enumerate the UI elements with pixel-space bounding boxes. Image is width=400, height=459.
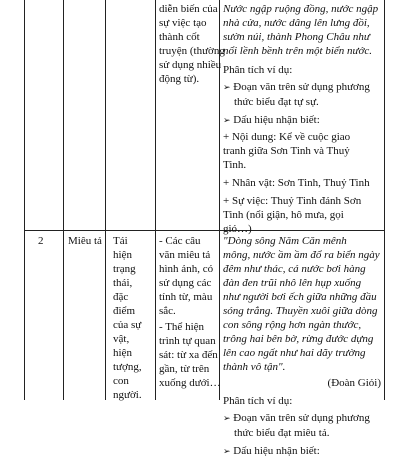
quote-line: mông, nước ầm ầm đổ ra biển ngày [223, 249, 380, 261]
quote-line: lên cao ngất như hai dãy trường [223, 347, 366, 359]
text-line: đặc [113, 291, 129, 303]
text-line: thái, [113, 277, 133, 289]
bullet-text: Đoạn văn trên sử dụng phương [233, 81, 370, 93]
bullet-line [223, 113, 381, 128]
row1-example [223, 2, 381, 236]
text-line: tranh giữa Sơn Tinh và Thuỷ [223, 145, 350, 157]
quote-line: sườn núi, thành Phong Châu như [223, 31, 370, 43]
quote-line: thành vô tận". [223, 361, 286, 373]
bullet-text: thức biểu đạt tự sự. [234, 96, 319, 108]
bullet-text: thức biểu đạt miêu tả. [234, 427, 330, 439]
text-line: điểm [113, 305, 135, 317]
arrow-bullet-icon: ➢ [223, 414, 231, 424]
text-line: người. [113, 389, 142, 401]
text-line: tính từ, màu [159, 291, 213, 303]
text-line: sát: từ xa đến [159, 349, 218, 361]
text-line: sử dụng nhiều [159, 59, 222, 71]
text-line: Tái [113, 235, 128, 247]
quote-line: Nước ngập ruộng đồng, nước ngập [223, 3, 379, 15]
quote-line: con sông rộng hơn ngàn thước, [223, 319, 362, 331]
bullet-text: Đoạn văn trên sử dụng phương [233, 412, 370, 424]
example-label: Phân tích ví dụ: [223, 64, 293, 76]
row2-characteristic [113, 234, 153, 402]
text-line: truyện (thường [159, 45, 225, 57]
text-line: - Các câu [159, 235, 201, 247]
quote-line: nhà cửa, nước dâng lên lưng đồi, [223, 17, 370, 29]
bullet-line [223, 80, 381, 95]
row2-description [159, 234, 221, 390]
text-line: thành cốt [159, 31, 200, 43]
text-line: + Sự việc: Thuỷ Tinh đánh Sơn [223, 195, 362, 207]
text-line: Tinh. [223, 159, 247, 171]
text-line: con [113, 375, 129, 387]
bullet-line [223, 95, 381, 109]
row2-example [223, 234, 381, 459]
text-line: gần, từ trên [159, 363, 210, 375]
text-line: sắc. [159, 305, 176, 317]
column-divider-3 [155, 0, 156, 400]
example-quote [223, 234, 381, 374]
bullet-line [223, 426, 381, 440]
row-number: 2 [38, 235, 44, 247]
text-line: hiện [113, 249, 132, 261]
text-line: trình tự quan [159, 335, 216, 347]
table-border-left [24, 0, 25, 400]
text-line: diễn biến của [159, 3, 218, 15]
text-line: sự việc tạo [159, 17, 207, 29]
expression-type: Miêu tả [68, 235, 102, 247]
bullet-text: Dấu hiệu nhận biết: [233, 445, 320, 457]
text-line: hiện [113, 347, 132, 359]
column-divider-2 [105, 0, 106, 400]
arrow-bullet-icon: ➢ [223, 83, 231, 93]
text-line: + Nội dung: Kể về cuộc giao [223, 131, 351, 143]
text-line: xuống dưới… [159, 377, 221, 389]
quote-line: sóng trắng. Thuyền xuôi giữa dòng [223, 305, 378, 317]
bullet-line [223, 444, 381, 459]
text-line: của sự [113, 319, 142, 331]
arrow-bullet-icon: ➢ [223, 447, 231, 457]
table-border-right [384, 0, 385, 400]
text-line: vật, [113, 333, 130, 345]
text-line: sử dụng các [159, 277, 212, 289]
text-line: văn miêu tả [159, 249, 211, 261]
text-line: động từ). [159, 73, 200, 85]
text-line: tượng, [113, 361, 142, 373]
text-line: + Nhân vật: Sơn Tinh, Thuỷ Tinh [223, 177, 370, 189]
text-line: trạng [113, 263, 136, 275]
quote-line: như người bơi ếch giữa những đầu [223, 291, 377, 303]
text-line: hình ảnh, có [159, 263, 214, 275]
quote-line: "Dòng sông Năm Căn mênh [223, 235, 347, 247]
quote-line: nổi lềnh bềnh trên một biển nước. [223, 45, 373, 57]
column-divider-1 [63, 0, 64, 400]
text-line: gió…) [223, 223, 252, 235]
bullet-line [223, 411, 381, 426]
example-quote [223, 2, 381, 58]
bullet-text: Dấu hiệu nhận biết: [233, 114, 320, 126]
text-line: - Thể hiện [159, 321, 205, 333]
arrow-bullet-icon: ➢ [223, 116, 231, 126]
quote-line: trông hai bên bờ, rừng đước dựng [223, 333, 374, 345]
quote-line: đêm như thác, cá nước bơi hàng [223, 263, 366, 275]
quote-line: đàn đen trũi nhô lên hụp xuống [223, 277, 362, 289]
quote-author: (Đoàn Giỏi) [327, 377, 381, 389]
example-label: Phân tích ví dụ: [223, 395, 293, 407]
row1-description [159, 2, 225, 86]
text-line: Tinh (nổi giận, hô mưa, gọi [223, 209, 344, 221]
